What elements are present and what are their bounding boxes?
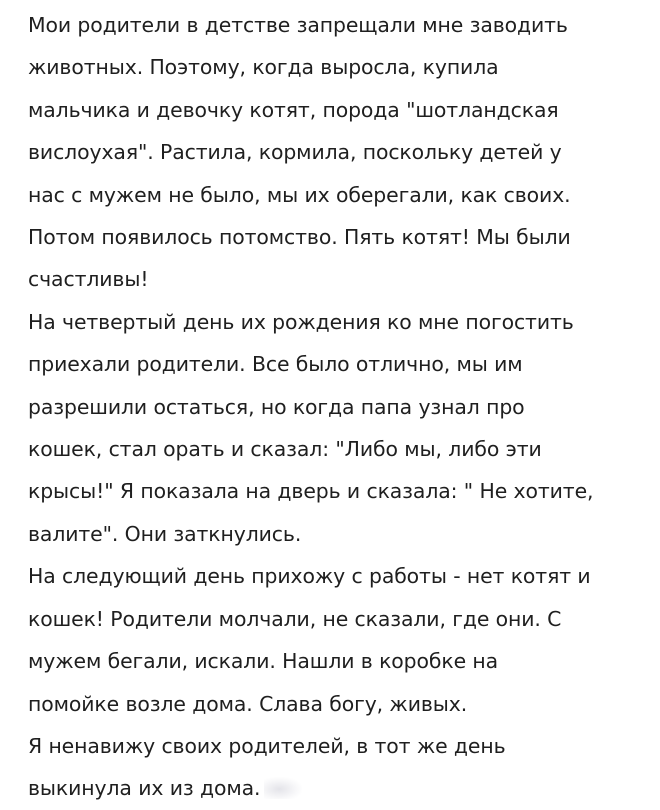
story-line: вислоухая". Растила, кормила, поскольку детей у (28, 140, 562, 165)
story-line: животных. Поэтому, когда выросла, купила (28, 55, 499, 80)
story-line: Потом появилось потомство. Пять котят! Мы были (28, 225, 571, 250)
story-line-text: выкинула их из дома. (28, 776, 261, 801)
story-line: На четвертый день их рождения ко мне погостить (28, 309, 574, 334)
story-line: крысы!" Я показала на дверь и сказала: " Не хотите, (28, 479, 594, 504)
story-line: кошек, стал орать и сказал: "Либо мы, либо эти (28, 437, 542, 462)
story-line: приехали родители. Все было отлично, мы им (28, 352, 523, 377)
story-line: мальчика и девочку котят, порода "шотландская (28, 97, 559, 122)
story-line: счастливы! (28, 267, 149, 292)
faded-emoji-icon (264, 777, 302, 799)
story-line: разрешили остаться, но когда папа узнал про (28, 394, 525, 419)
story-line: помойке возле дома. Слава богу, живых. (28, 691, 468, 716)
story-text (28, 4, 646, 810)
story-line: кошек! Родители молчали, не сказали, где они. С (28, 606, 562, 631)
story-line: На следующий день прихожу с работы - нет котят и (28, 564, 591, 589)
story-line: Я ненавижу своих родителей, в тот же день (28, 733, 506, 758)
story-line: нас с мужем не было, мы их оберегали, как своих. (28, 182, 571, 207)
story-line: валите". Они заткнулись. (28, 521, 302, 546)
story-line: мужем бегали, искали. Нашли в коробке на (28, 649, 499, 674)
story-line: Мои родители в детстве запрещали мне заводить (28, 13, 568, 37)
story-line-last (28, 767, 646, 809)
